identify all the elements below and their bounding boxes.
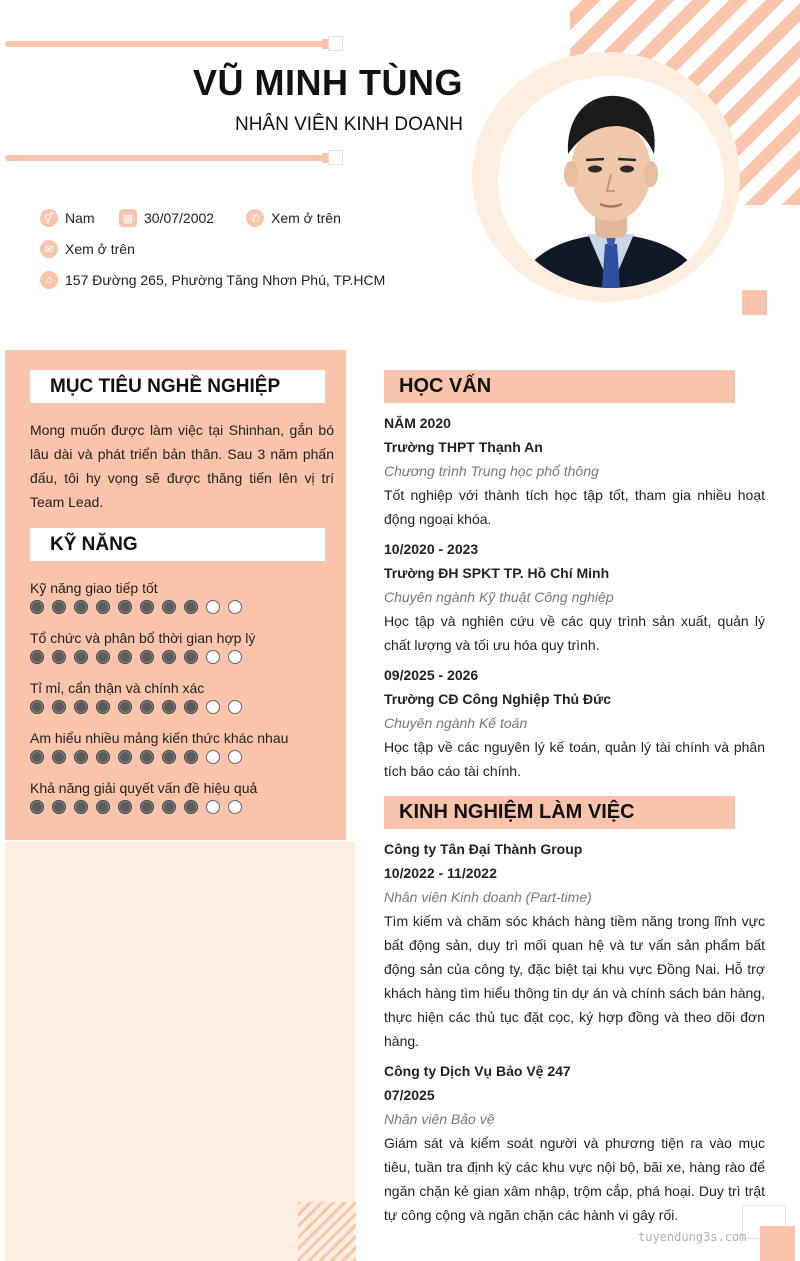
- objective-heading: MỤC TIÊU NGHỀ NGHIỆP: [30, 370, 325, 403]
- skill-rating: [30, 800, 330, 814]
- skill-rating: [30, 600, 330, 614]
- education-school: Trường CĐ Công Nghiệp Thủ Đức: [384, 691, 611, 707]
- rating-dot-empty: [228, 800, 242, 814]
- experience-description: Tìm kiếm và chăm sóc khách hàng tiềm năng trong lĩnh vực bất động sản, duy trì mối quan hệ và tư vấn sản phẩm bất động sản của công ty, đặc biệt tại khu vực Đồng Nai. Hỗ trợ khách hàng tìm hiểu thông tin dự án và chính sách bán hàng, thực hiện các thủ tục đặt cọc, ký hợp đồng và theo dõi đơn hàng.: [384, 913, 765, 1049]
- objective-text: Mong muốn được làm việc tại Shinhan, gắn bó lâu dài và phát triển bản thân. Sau 3 năm phấn đấu, tôi hy vọng sẽ được thăng tiến lên vị trí Team Lead.: [30, 422, 334, 510]
- left-cream-panel: [5, 842, 355, 1261]
- rating-dot-filled: [96, 700, 110, 714]
- skill-item: [30, 577, 330, 614]
- rating-dot-filled: [184, 750, 198, 764]
- rating-dot-filled: [52, 800, 66, 814]
- rating-dot-empty: [206, 600, 220, 614]
- rating-dot-filled: [30, 700, 44, 714]
- rating-dot-filled: [184, 800, 198, 814]
- rating-dot-filled: [30, 600, 44, 614]
- experience-list: [384, 837, 765, 1233]
- rating-dot-filled: [74, 750, 88, 764]
- email-icon: ✉: [40, 240, 58, 258]
- rating-dot-filled: [96, 650, 110, 664]
- info-dob: [119, 209, 214, 227]
- stripes-cutout: [735, 205, 800, 265]
- gender-icon: ⚥: [40, 209, 58, 227]
- rating-dot-filled: [52, 600, 66, 614]
- education-program: Chuyên ngành Kỹ thuật Công nghiệp: [384, 589, 614, 605]
- rating-dot-filled: [96, 800, 110, 814]
- info-gender: [40, 209, 95, 227]
- rating-dot-filled: [140, 650, 154, 664]
- education-school: Trường ĐH SPKT TP. Hồ Chí Minh: [384, 565, 610, 581]
- education-description: Học tập về các nguyên lý kế toán, quản lý tài chính và phân tích báo cáo tài chính.: [384, 739, 765, 779]
- education-entry: [384, 411, 765, 531]
- experience-company: Công ty Dịch Vụ Bảo Vệ 247: [384, 1063, 571, 1079]
- education-program: Chương trình Trung học phổ thông: [384, 463, 599, 479]
- rating-dot-filled: [52, 700, 66, 714]
- calendar-icon: ▦: [119, 209, 137, 227]
- rating-dot-filled: [118, 600, 132, 614]
- rating-dot-empty: [228, 700, 242, 714]
- skill-item: [30, 677, 330, 714]
- rating-dot-filled: [162, 650, 176, 664]
- info-phone: [246, 209, 341, 227]
- rating-dot-filled: [118, 750, 132, 764]
- rating-dot-filled: [96, 600, 110, 614]
- experience-heading: KINH NGHIỆM LÀM VIỆC: [384, 796, 735, 829]
- rating-dot-filled: [96, 750, 110, 764]
- education-entry: [384, 537, 765, 657]
- rating-dot-filled: [184, 700, 198, 714]
- rating-dot-filled: [30, 650, 44, 664]
- accent-square: [742, 290, 767, 315]
- corner-accent: [760, 1226, 795, 1261]
- experience-period: 07/2025: [384, 1087, 435, 1103]
- rating-dot-filled: [52, 650, 66, 664]
- skill-rating: [30, 750, 330, 764]
- rating-dot-empty: [206, 700, 220, 714]
- rating-dot-filled: [52, 750, 66, 764]
- rating-dot-empty: [206, 750, 220, 764]
- rating-dot-empty: [206, 650, 220, 664]
- rating-dot-filled: [118, 800, 132, 814]
- education-list: [384, 411, 765, 789]
- rating-dot-filled: [140, 800, 154, 814]
- rating-dot-filled: [74, 600, 88, 614]
- education-description: Học tập và nghiên cứu về các quy trình sản xuất, quản lý chất lượng và tối ưu hóa quy trình.: [384, 613, 765, 653]
- experience-role: Nhân viên Kinh doanh (Part-time): [384, 889, 592, 905]
- skill-rating: [30, 650, 330, 664]
- rating-dot-filled: [118, 700, 132, 714]
- experience-entry: [384, 1059, 765, 1227]
- rating-dot-filled: [118, 650, 132, 664]
- rating-dot-empty: [228, 750, 242, 764]
- rating-dot-filled: [30, 800, 44, 814]
- rating-dot-filled: [140, 600, 154, 614]
- rating-dot-empty: [228, 650, 242, 664]
- education-period: NĂM 2020: [384, 415, 451, 431]
- phone-value: Xem ở trên: [271, 210, 341, 226]
- rating-dot-filled: [74, 700, 88, 714]
- education-program: Chuyên ngành Kế toán: [384, 715, 528, 731]
- avatar: [498, 76, 724, 288]
- experience-company: Công ty Tân Đại Thành Group: [384, 841, 583, 857]
- address-value: 157 Đường 265, Phường Tăng Nhơn Phú, TP.HCM: [65, 272, 386, 288]
- skill-item: [30, 727, 330, 764]
- rating-dot-filled: [30, 750, 44, 764]
- header-line-top: [5, 41, 325, 47]
- rating-dot-empty: [206, 800, 220, 814]
- skill-name: Tỉ mỉ, cẩn thận và chính xác: [30, 680, 205, 696]
- rating-dot-filled: [184, 600, 198, 614]
- candidate-name: VŨ MINH TÙNG: [193, 62, 463, 103]
- education-description: Tốt nghiệp với thành tích học tập tốt, tham gia nhiều hoạt động ngoại khóa.: [384, 487, 765, 527]
- header-line-bottom: [5, 155, 325, 161]
- skill-item: [30, 627, 330, 664]
- skill-name: Kỹ năng giao tiếp tốt: [30, 580, 158, 596]
- watermark: tuyendung3s.com: [638, 1230, 747, 1244]
- candidate-title: NHÂN VIÊN KINH DOANH: [234, 114, 463, 135]
- rating-dot-filled: [184, 650, 198, 664]
- education-entry: [384, 663, 765, 783]
- education-period: 10/2020 - 2023: [384, 541, 479, 557]
- skill-name: Am hiểu nhiều mảng kiến thức khác nhau: [30, 730, 289, 746]
- rating-dot-filled: [74, 650, 88, 664]
- rating-dot-filled: [140, 700, 154, 714]
- rating-dot-empty: [228, 600, 242, 614]
- rating-dot-filled: [162, 600, 176, 614]
- rating-dot-filled: [74, 800, 88, 814]
- info-email: [40, 240, 135, 258]
- experience-entry: [384, 837, 765, 1053]
- rating-dot-filled: [162, 800, 176, 814]
- education-period: 09/2025 - 2026: [384, 667, 479, 683]
- skill-name: Khả năng giải quyết vấn đề hiệu quả: [30, 780, 258, 796]
- bottom-stripes-decoration: [298, 1202, 356, 1261]
- home-icon: ⌂: [40, 271, 58, 289]
- info-address: [40, 271, 385, 289]
- experience-period: 10/2022 - 11/2022: [384, 865, 497, 881]
- rating-dot-filled: [162, 700, 176, 714]
- education-school: Trường THPT Thạnh An: [384, 439, 543, 455]
- experience-role: Nhân viên Bảo vệ: [384, 1111, 495, 1127]
- education-heading: HỌC VẤN: [384, 370, 735, 403]
- phone-icon: ✆: [246, 209, 264, 227]
- rating-dot-filled: [162, 750, 176, 764]
- dob-value: 30/07/2002: [144, 210, 215, 226]
- rating-dot-filled: [140, 750, 154, 764]
- skill-item: [30, 777, 330, 814]
- experience-description: Giám sát và kiểm soát người và phương tiện ra vào mục tiêu, tuần tra định kỳ các khu vực nội bộ, bãi xe, hàng rào để ngăn chặn kẻ gian xâm nhập, trộm cắp, phá hoại. Duy trì trật tự công cộng và ngăn chặn các hành vi gây rối.: [384, 1135, 765, 1223]
- skill-name: Tổ chức và phân bổ thời gian hợp lý: [30, 630, 256, 646]
- portrait-illustration: [498, 76, 724, 288]
- skill-rating: [30, 700, 330, 714]
- gender-value: Nam: [65, 210, 95, 226]
- email-value: Xem ở trên: [65, 241, 135, 257]
- skills-heading: KỸ NĂNG: [30, 528, 325, 561]
- header-line-top-box: [328, 36, 343, 51]
- header-line-bottom-box: [328, 150, 343, 165]
